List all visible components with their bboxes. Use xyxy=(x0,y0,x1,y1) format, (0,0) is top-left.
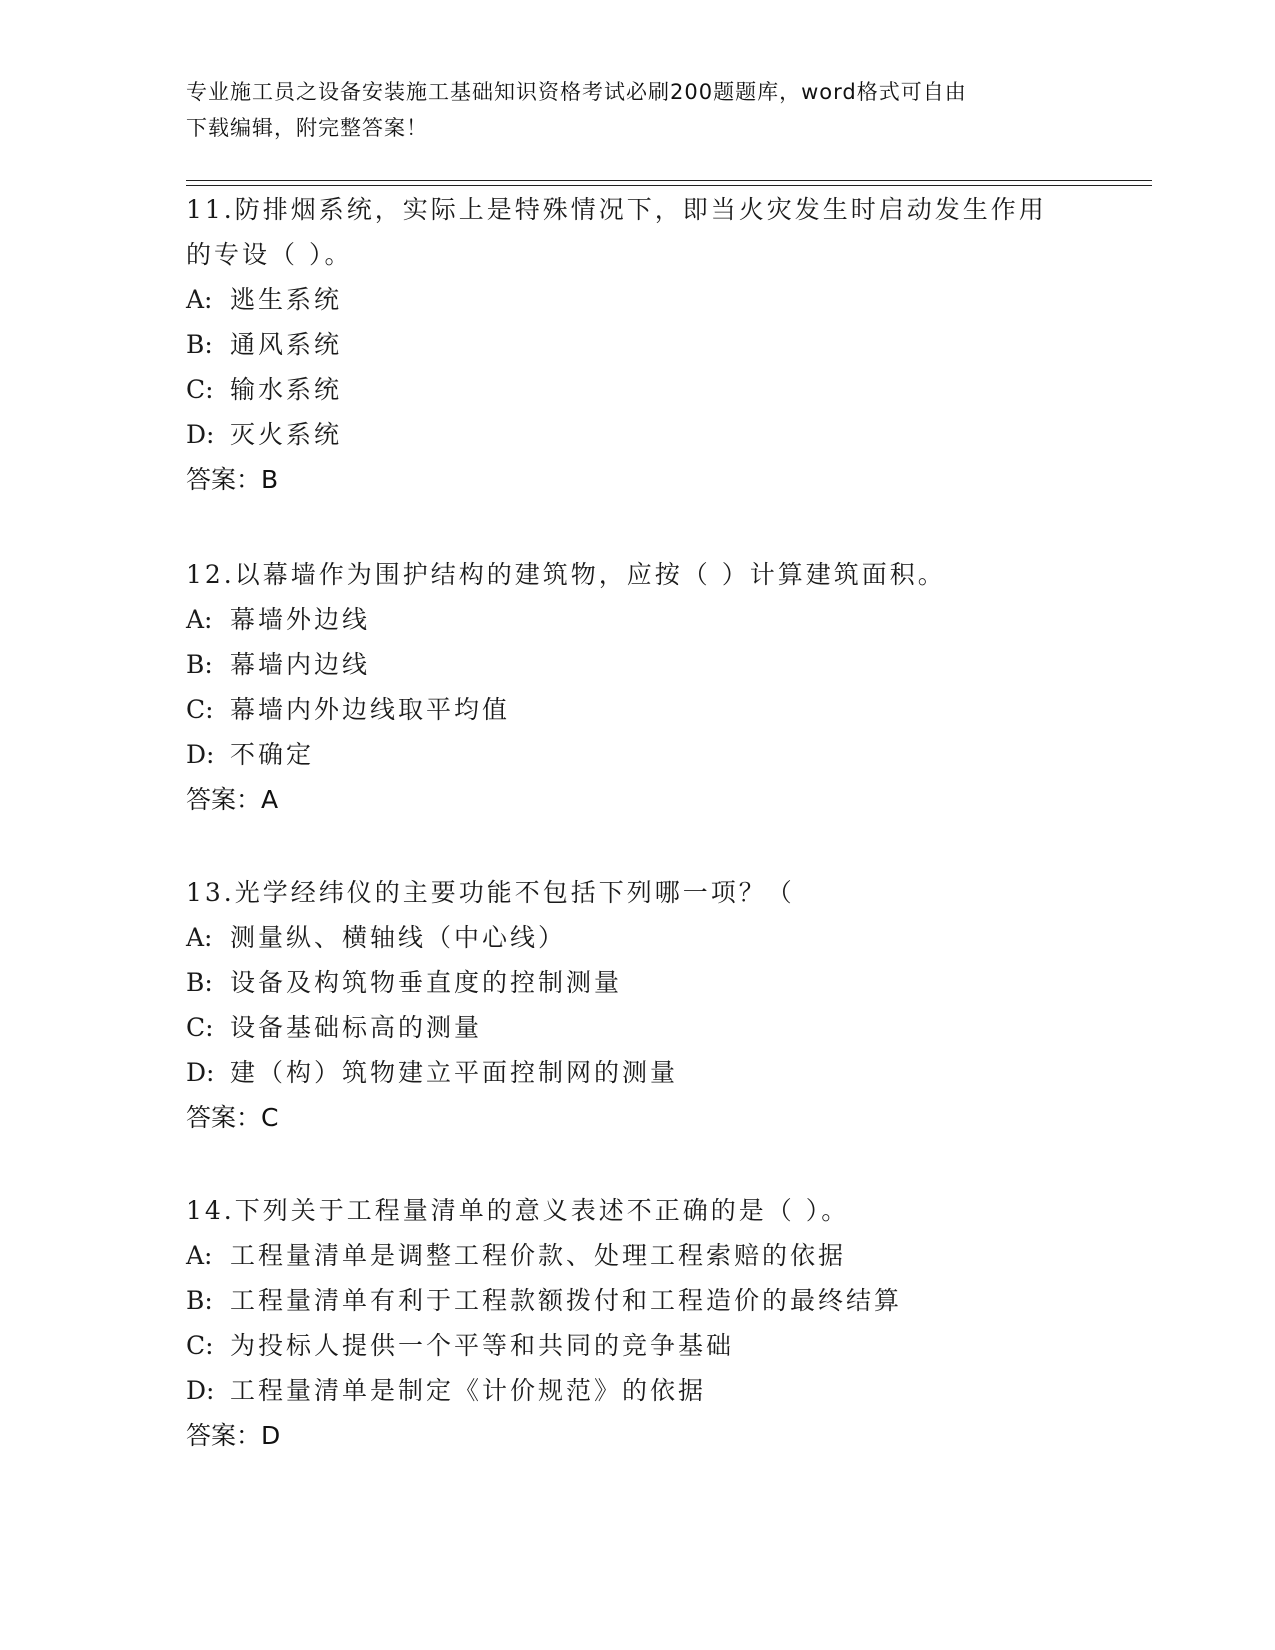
option-a xyxy=(186,277,1086,322)
option-text: 设备及构筑物垂直度的控制测量 xyxy=(230,968,623,997)
option-c xyxy=(186,687,1086,732)
option-a xyxy=(186,1233,1086,1278)
option-text: 不确定 xyxy=(230,740,315,769)
option-key: B: xyxy=(186,968,213,997)
option-b xyxy=(186,960,1086,1005)
option-b xyxy=(186,642,1086,687)
question-stem-line: 的专设（ ）。 xyxy=(186,240,353,269)
answer-line: 答案：D xyxy=(186,1421,281,1450)
question-12 xyxy=(186,552,1086,822)
option-key: B: xyxy=(186,1286,213,1315)
option-key: A: xyxy=(186,285,213,314)
question-13 xyxy=(186,870,1086,1140)
option-d xyxy=(186,412,1086,457)
option-key: C: xyxy=(186,1013,214,1042)
option-text: 测量纵、横轴线（中心线） xyxy=(230,923,567,952)
option-key: A: xyxy=(186,605,213,634)
question-14 xyxy=(186,1188,1086,1458)
answer-line: 答案：C xyxy=(186,1103,279,1132)
option-key: C: xyxy=(186,695,214,724)
option-text: 幕墙内边线 xyxy=(230,650,371,679)
header-divider-bottom xyxy=(186,185,1152,186)
question-stem-line: 11.防排烟系统，实际上是特殊情况下，即当火灾发生时启动发生作用 xyxy=(186,195,1047,224)
intro-line-2: 下载编辑，附完整答案！ xyxy=(186,116,428,140)
answer-line: 答案：B xyxy=(186,465,279,494)
option-b xyxy=(186,1278,1086,1323)
option-text: 输水系统 xyxy=(230,375,343,404)
option-text: 工程量清单是调整工程价款、处理工程索赔的依据 xyxy=(230,1241,847,1270)
option-text: 灭火系统 xyxy=(230,420,343,449)
option-text: 建（构）筑物建立平面控制网的测量 xyxy=(230,1058,679,1087)
option-c xyxy=(186,1005,1086,1050)
option-d xyxy=(186,1050,1086,1095)
option-a xyxy=(186,915,1086,960)
option-key: C: xyxy=(186,375,214,404)
option-text: 幕墙外边线 xyxy=(230,605,371,634)
option-d xyxy=(186,732,1086,777)
option-key: D: xyxy=(186,1058,215,1087)
option-a xyxy=(186,597,1086,642)
question-11 xyxy=(186,187,1086,502)
option-d xyxy=(186,1368,1086,1413)
intro-line-1: 专业施工员之设备安装施工基础知识资格考试必刷200题题库，word格式可自由 xyxy=(186,80,967,104)
option-key: C: xyxy=(186,1331,214,1360)
option-text: 通风系统 xyxy=(230,330,343,359)
option-key: B: xyxy=(186,330,213,359)
option-key: A: xyxy=(186,923,213,952)
option-b xyxy=(186,322,1086,367)
option-key: A: xyxy=(186,1241,213,1270)
option-text: 设备基础标高的测量 xyxy=(230,1013,483,1042)
option-key: D: xyxy=(186,420,215,449)
option-text: 工程量清单有利于工程款额拨付和工程造价的最终结算 xyxy=(230,1286,903,1315)
option-key: B: xyxy=(186,650,213,679)
option-text: 逃生系统 xyxy=(230,285,343,314)
option-text: 幕墙内外边线取平均值 xyxy=(230,695,511,724)
option-key: D: xyxy=(186,1376,215,1405)
option-text: 工程量清单是制定《计价规范》的依据 xyxy=(230,1376,707,1405)
header-divider-top xyxy=(186,180,1152,181)
option-text: 为投标人提供一个平等和共同的竞争基础 xyxy=(230,1331,735,1360)
answer-line: 答案：A xyxy=(186,785,279,814)
option-c xyxy=(186,1323,1086,1368)
question-stem-line: 12.以幕墙作为围护结构的建筑物，应按（ ）计算建筑面积。 xyxy=(186,560,946,589)
document-intro xyxy=(186,74,1076,146)
option-key: D: xyxy=(186,740,215,769)
question-stem-line: 14.下列关于工程量清单的意义表述不正确的是（ ）。 xyxy=(186,1196,850,1225)
question-stem-line: 13.光学经纬仪的主要功能不包括下列哪一项？（ xyxy=(186,878,795,907)
option-c xyxy=(186,367,1086,412)
